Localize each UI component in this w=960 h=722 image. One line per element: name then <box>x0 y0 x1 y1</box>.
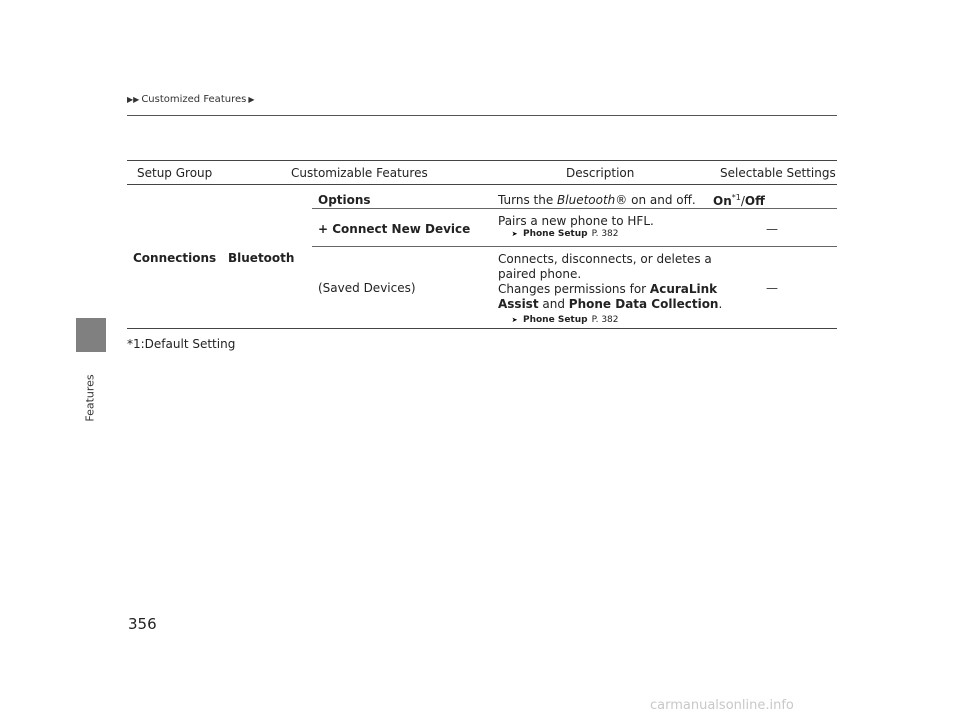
footnote-marker: *1 <box>731 193 741 202</box>
table-row <box>318 193 371 207</box>
page-number: 356 <box>128 615 157 633</box>
breadcrumb <box>127 94 254 105</box>
description-connect-new-device <box>498 214 654 239</box>
reference-arrow-icon: ➤ <box>511 229 518 238</box>
breadcrumb-section[interactable]: Customized Features <box>141 94 247 105</box>
setup-group-cell: Connections <box>133 251 217 265</box>
row-rule <box>312 208 837 209</box>
desc-bold: Phone Data Collection <box>568 297 719 311</box>
setting-on: On <box>713 194 732 208</box>
item-options: Options <box>318 193 371 207</box>
header-rule <box>127 115 837 116</box>
feature-cell: Bluetooth <box>228 251 295 265</box>
desc-italic: Bluetooth <box>557 193 616 207</box>
desc-text: ® on and off. <box>615 193 696 207</box>
watermark: carmanualsonline.info <box>650 698 794 713</box>
header-customizable-features: Customizable Features <box>291 166 428 180</box>
table-bottom-rule <box>127 328 837 329</box>
desc-text: and <box>538 297 569 311</box>
reference-arrow-icon: ➤ <box>511 316 518 324</box>
ref-label[interactable]: Phone Setup <box>523 229 588 239</box>
item-connect-new-device: + Connect New Device <box>318 222 471 236</box>
table-top-rule <box>127 160 837 161</box>
row-rule <box>312 246 837 247</box>
item-saved-devices: (Saved Devices) <box>318 281 416 295</box>
desc-text: . <box>718 297 723 311</box>
setting-saved-devices: — <box>766 281 778 295</box>
desc-text: Pairs a new phone to HFL. <box>498 214 654 228</box>
setting-options <box>713 193 765 208</box>
setting-off: Off <box>744 194 765 208</box>
desc-text: Connects, disconnects, or deletes a <box>498 252 712 266</box>
description-options <box>498 193 696 207</box>
header-bottom-rule <box>127 184 837 185</box>
ref-page[interactable]: P. 382 <box>591 229 619 239</box>
description-saved-devices <box>498 252 722 328</box>
desc-bold: AcuraLink <box>649 282 718 296</box>
section-label-text: Features <box>83 374 97 422</box>
ref-page[interactable]: P. 382 <box>591 315 619 325</box>
desc-text: Changes permissions for <box>498 282 650 296</box>
section-label <box>80 368 100 428</box>
desc-text: paired phone. <box>498 267 582 281</box>
phone-setup-link[interactable] <box>510 229 654 239</box>
header-setup-group: Setup Group <box>137 166 213 180</box>
desc-bold: Assist <box>498 297 539 311</box>
ref-label[interactable]: Phone Setup <box>523 315 588 325</box>
header-description: Description <box>566 166 635 180</box>
desc-text: Turns the <box>498 193 558 207</box>
phone-setup-link[interactable] <box>510 313 722 328</box>
footnote: *1:Default Setting <box>127 337 236 351</box>
breadcrumb-arrow-icon: ▶ <box>248 95 255 104</box>
section-tab <box>76 318 106 352</box>
setting-separator: / <box>740 194 745 208</box>
breadcrumb-arrow-icon: ▶▶ <box>127 95 140 104</box>
header-selectable-settings: Selectable Settings <box>720 166 836 180</box>
setting-connect-new-device: — <box>766 222 778 236</box>
